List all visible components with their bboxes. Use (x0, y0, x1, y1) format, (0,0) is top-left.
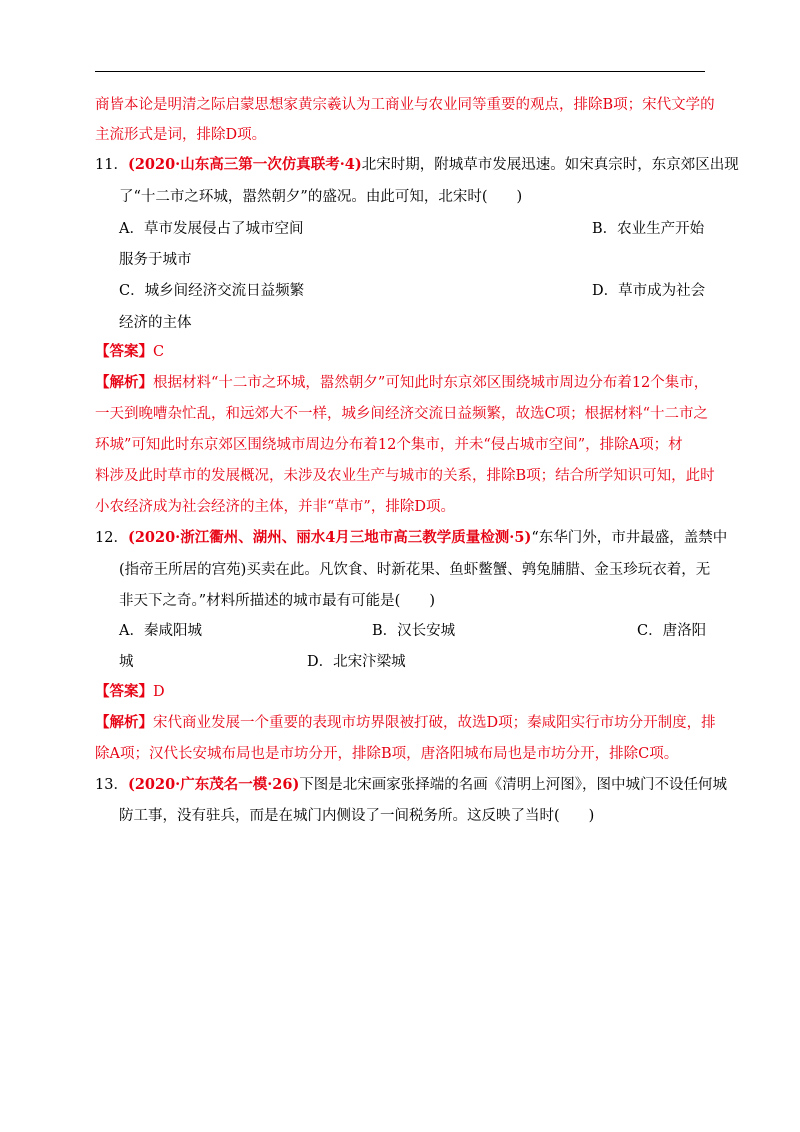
q12-analysis-text-1: 宋代商业发展一个重要的表现市坊界限被打破，故选D项；秦咸阳实行市坊分开制度，排 (153, 715, 716, 731)
q11-option-a: A．草市发展侵占了城市空间 (119, 221, 304, 237)
q11-analysis-line-3: 环城”可知此时东京郊区围绕城市周边分布着12个集市，并未“侵占城市空间”，排除A项；材 (95, 437, 683, 453)
q13-stem-text: 下图是北宋画家张择端的名画《清明上河图》，图中城门不设任何城 (299, 777, 728, 793)
q12-stem-line-1 (95, 528, 727, 548)
intro-line-2: 主流形式是词，排除D项。 (95, 127, 267, 143)
q11-option-c: C．城乡间经济交流日益频繁 (119, 283, 305, 299)
q13-stem-line-1 (95, 775, 727, 795)
q13-number: 13． (95, 777, 128, 793)
q11-option-d-cont: 经济的主体 (119, 315, 192, 331)
q12-stem-text: “东华门外，市井最盛，盖禁中 (531, 530, 728, 546)
q11-analysis-tag: 【解析】 (95, 374, 153, 391)
q11-option-b-cont: 服务于城市 (119, 252, 192, 268)
q11-source: (2020·山东高三第一次仿真联考·4) (127, 156, 362, 173)
q11-option-d: D．草市成为社会 (592, 283, 706, 299)
q13-source: (2020·广东茂名一模·26) (127, 776, 300, 793)
q12-analysis-tag: 【解析】 (95, 714, 153, 731)
q11-answer (95, 342, 164, 362)
q12-option-c: C．唐洛阳 (637, 623, 707, 639)
q12-stem-line-2: (指帝王所居的宫苑)买卖在此。凡饮食、时新花果、鱼虾鳖蟹、鹑兔脯腊、金玉珍玩衣着，无 (119, 562, 711, 578)
q11-number: 11． (95, 157, 128, 173)
q12-answer (95, 682, 165, 702)
q11-option-b: B．农业生产开始 (592, 221, 705, 237)
q12-option-b: B．汉长安城 (372, 623, 456, 639)
q12-answer-tag: 【答案】 (95, 683, 153, 700)
q12-option-a: A．秦咸阳城 (119, 623, 202, 639)
q11-analysis-text-1: 根据材料“十二市之环城，嚣然朝夕”可知此时东京郊区围绕城市周边分布着12个集市， (153, 375, 709, 391)
q12-analysis-line-1 (95, 713, 716, 733)
q12-analysis-line-2: 除A项；汉代长安城布局也是市坊分开，排除B项，唐洛阳城布局也是市坊分开，排除C项。 (95, 746, 679, 762)
q11-analysis-line-2: 一天到晚嘈杂忙乱，和远郊大不一样，城乡间经济交流日益频繁，故选C项；根据材料“十二市之 (95, 406, 709, 422)
q12-option-c-cont: 城 (119, 654, 134, 670)
intro-line-1: 商皆本论是明清之际启蒙思想家黄宗羲认为工商业与农业同等重要的观点，排除B项；宋代文学的 (95, 97, 715, 113)
q11-analysis-line-4: 料涉及此时草市的发展概况，未涉及农业生产与城市的关系，排除B项；结合所学知识可知，此时 (95, 468, 715, 484)
q11-stem-line-2: 了“十二市之环城，嚣然朝夕”的盛况。由此可知，北宋时( ) (119, 189, 523, 205)
q13-stem-line-2: 防工事，没有驻兵，而是在城门内侧设了一间税务所。这反映了当时( ) (119, 808, 595, 824)
header-rule (95, 71, 705, 72)
q12-stem-line-3: 非天下之奇。”材料所描述的城市最有可能是( ) (119, 593, 435, 609)
q11-stem-line-1 (95, 155, 739, 175)
q11-analysis-line-5: 小农经济成为社会经济的主体，并非“草市”，排除D项。 (95, 499, 455, 515)
q11-answer-tag: 【答案】 (95, 343, 153, 360)
q12-source: (2020·浙江衢州、湖州、丽水4月三地市高三教学质量检测·5) (127, 529, 532, 546)
q11-answer-value: C (153, 344, 165, 360)
q11-stem-text: 北宋时期，附城草市发展迅速。如宋真宗时，东京郊区出现 (361, 157, 739, 173)
q11-analysis-line-1 (95, 373, 708, 393)
q12-option-d: D．北宋汴梁城 (307, 654, 406, 670)
q12-number: 12． (95, 530, 128, 546)
q12-answer-value: D (153, 684, 165, 700)
